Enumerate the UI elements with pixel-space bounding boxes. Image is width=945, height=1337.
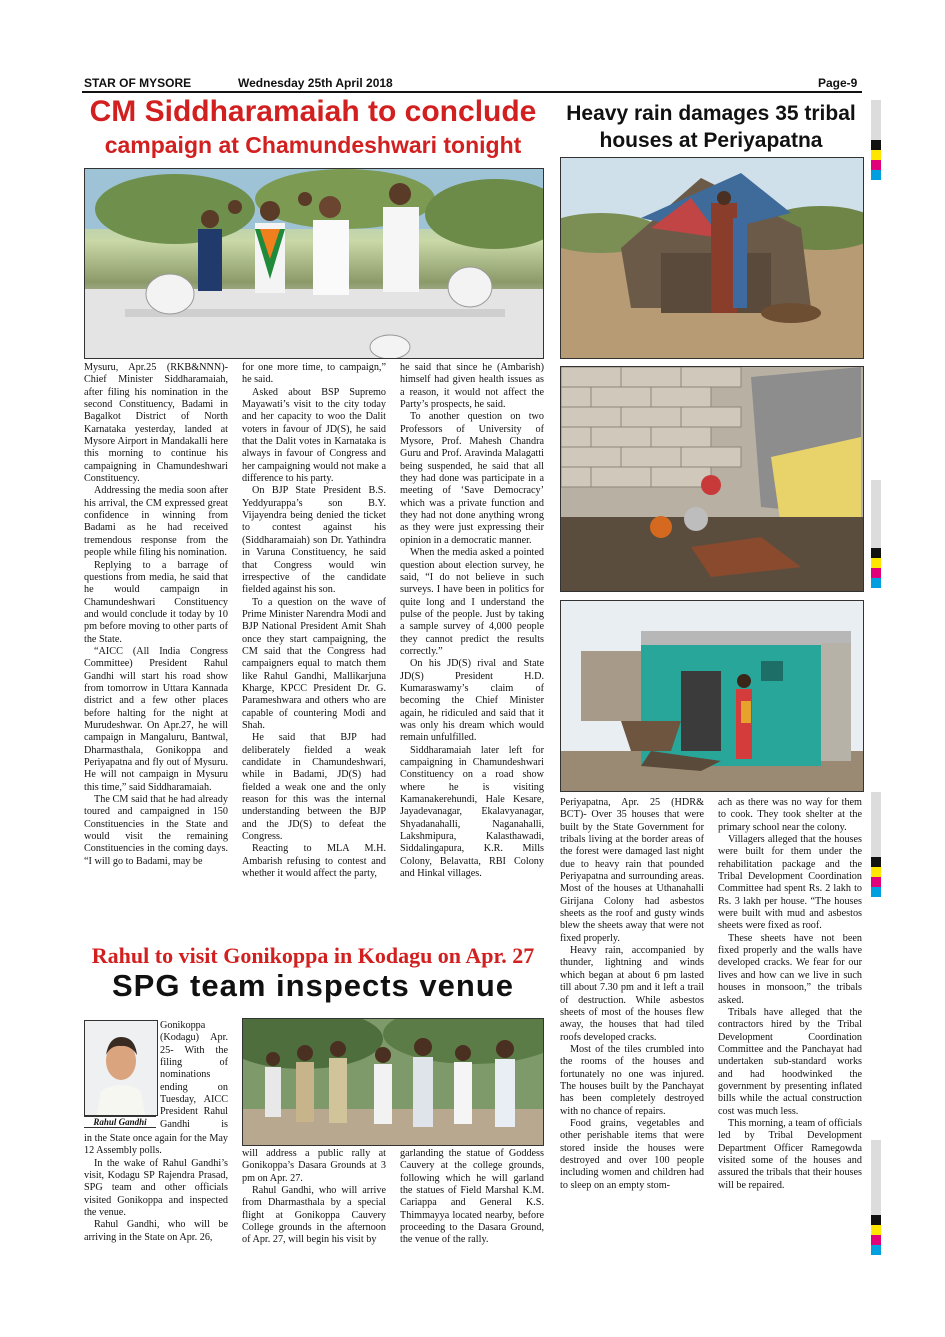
masthead-rule [82,91,862,93]
collapsed-wall-illustration [561,367,863,591]
story3-col1-para: in the State once again for the May 12 Assembly polls. [84,1133,228,1157]
story2-column-1 [560,797,704,1262]
story3-column-2 [242,1148,386,1262]
story1-col1-para: Addressing the media soon after his arrival, the CM expressed great confidence in winning from Badami as he had received tremendous response from the people while filing his nomination. [84,485,228,559]
story3-col2-para: Rahul Gandhi, who will arrive from Dharmasthala by a special flight at Gonikoppa Cauvery College grounds in the afternoon of Apr. 27, will begin his visit by [242,1185,386,1246]
story2-col1-para: Food grains, vegetables and other perishable items that were stored inside the houses were destroyed and over 100 people including women and children had to sleep on an empty stom- [560,1117,704,1191]
color-bar [871,857,881,897]
story2-col2-para: Villagers alleged that the houses were built for them under the rehabilitation package and the Tribal Development Coordination Committee had spent Rs. 2 lakh to Rs. 3 lakh per house. “The houses were built with mud and asbestos sheets were fixed as roof. [718,834,862,932]
issue-date: Wednesday 25th April 2018 [238,76,393,90]
story1-col1-para: “AICC (All India Congress Committee) President Rahul Gandhi will start his road show from tomorrow in Uttara Kannada district and a few other places before halting for the night at Murudeshwar. On Apr.27, he will campaign in Mangaluru, Bantwal, Dharmasthala, Gonikoppa and Periyapatna and fly out of Mysuru. He will not campaign in Mysuru this time,” said Siddharamaiah. [84,645,228,793]
story2-col2-para: This morning, a team of officials led by Tribal Development Department Officer Ramegowda visited some of the houses and assured the tribals that their houses will be repaired. [718,1117,862,1191]
paper-name: STAR OF MYSORE [84,76,192,90]
tribal-house-illustration [561,601,863,791]
story1-headline: CM Siddharamaiah to conclude [89,95,537,128]
story1-column-3 [400,362,544,940]
spg-team-photo [242,1018,544,1146]
story3-headline: SPG team inspects venue [111,968,515,1003]
color-bar [871,1215,881,1255]
cm-roadshow-photo [84,168,544,359]
cm-roadshow-illustration [85,169,543,358]
story1-col2-para: On BJP State President B.S. Yeddyurappa’s son B.Y. Vijayendra being denied the ticket to contest against his (Siddharamaiah) son Dr. Yathindra in Varuna Constituency, he said that Congress would win irrespective of the candidate fielded against his son. [242,485,386,596]
spg-team-illustration [243,1019,543,1145]
color-bar [871,140,881,180]
story2-column-2 [718,797,862,1262]
story1-col1-para: Mysuru, Apr.25 (RKB&NNN)- Chief Minister Siddharamaiah, after filing his nomination in the second Constituency, Badami in Bagalkot District of North Karnataka yesterday, landed at Mysore Airport in Mandakalli here this morning to continue his campaigning in Chamundeshwari Constituency. [84,362,228,485]
margin-strip [871,1140,881,1215]
story3-intro [160,1020,228,1132]
story1-column-1 [84,362,228,940]
story1-column-2 [242,362,386,940]
story2-col1-para: Heavy rain, accompanied by thunder, lightning and winds which began at about 6 pm lasted till about 7.30 pm and it left a trail of destruction. While asbestos sheets of most of the houses flew away, the houses that had tiled roofs developed cracks. [560,945,704,1043]
collapsed-wall-photo [560,366,864,592]
story2-col2-para: These sheets have not been fixed properly and the walls have developed cracks. We fear for our lives and how can we live in such houses in monsoon,” the tribals asked. [718,932,862,1006]
story1-col2-para: for one more time, to campaign,” he said. [242,362,386,386]
story1-col3-para: On his JD(S) rival and State JD(S) President H.D. Kumaraswamy’s claim of becoming the Chief Minister again, he ridiculed and said that it was only his dream which would remain unfulfilled. [400,658,544,744]
rahul-gandhi-portrait [84,1020,158,1116]
story1-col2-para: He said that BJP had deliberately fielded a weak candidate in Chamundeshwari, while in Badami, JD(S) had fielded a weak one and the only reason for this was the internal understanding between the BJP and the JD(S) to defeat the Congress. [242,732,386,843]
story1-col1-para: Replying to a barrage of questions from media, he said that he would campaign in Chamundeshwari Constituency and would conclude it today by 10 pm before moving to other parts of the State. [84,559,228,645]
page-number: Page-9 [818,76,858,90]
color-bar [871,548,881,588]
portrait-illustration [85,1021,157,1115]
margin-strip [871,792,881,857]
story3-col1-para: Rahul Gandhi, who will be arriving in the State on Apr. 26, [84,1219,228,1243]
story1-col3-para: When the media asked a pointed question about election survey, he said, “I do not believe in such surveys. I have been in politics for quite long and I understand the pulse of the people. Just by taking a sample survey of 4,000 people they cannot predict the results correctly.” [400,547,544,657]
story1-col2-para: Asked about BSP Supremo Mayawati’s visit to the city today and her capacity to woo the Dalit voters in favour of JD(S), he said that the Dalit votes in Karnataka is always in favour of Congress and her campaigning would not make a difference to his party. [242,386,386,485]
story3-col2-para: will address a public rally at Gonikoppa’s Dasara Grounds at 3 pm on Apr. 27. [242,1148,386,1184]
story3-kicker: Rahul to visit Gonikoppa in Kodagu on Apr. 27 [91,943,535,968]
story1-subheadline: campaign at Chamundeshwari tonight [104,132,522,158]
story1-col2-para: To a question on the wave of Prime Minister Narendra Modi and BJP National President Amit Shah once they start campaigning, the CM said that the Congress had campaigners equal to match them like Rahul Gandhi, Mallikarjuna Kharge, KPCC President Dr. G. Parameshwara and others who are capable of countering Modi and Shah. [242,596,386,731]
story3-col3-para: garlanding the statue of Goddess Cauvery at the college grounds, following which he will garland the statues of Field Marshal K.M. Cariappa and General K.S. Thimmayya located nearby, before proceeding to the Dasara Ground, the venue of the rally. [400,1148,544,1246]
story2-col1-para: Periyapatna, Apr. 25 (HDR& BCT)- Over 35 houses that were built by the State Government for tribals living at the border areas of the forest were damaged last night due to heavy rain that pounded Periyapatna and surrounding areas. Most of the houses at Uthanahalli Girijana Colony had asbestos sheets as the roof and gusty winds blew the sheets away that were not fixed properly. [560,797,704,944]
story3-column-3 [400,1148,544,1262]
story3-intro-para: Gonikoppa (Kodagu) Apr. 25- With the filing of nominations ending on Tuesday, AICC President Rahul Gandhi is [160,1020,228,1130]
portrait-caption: Rahul Gandhi [84,1116,156,1128]
story2-headline: Heavy rain damages 35 tribal houses at Periyapatna [566,102,856,152]
story1-col2-para: Reacting to MLA M.H. Ambarish refusing to contest and whether it would affect the party, [242,843,386,880]
damaged-hut-illustration [561,158,863,358]
tribal-house-photo [560,600,864,792]
story2-col2-para: ach as there was no way for them to cook. They took shelter at the primary school near the colony. [718,797,862,833]
story3-col1-para: In the wake of Rahul Gandhi’s visit, Kodagu SP Rajendra Prasad, SPG team and other officials visited Gonikoppa and inspected the venue. [84,1157,228,1219]
story1-col3-para: Siddharamaiah later left for campaigning in Chamundeshwari Constituency on a road show where he is visiting Kamanakerehundi, Hale Kesare, Jayadevanagar, Ekalavyanagar, Shyadanahalli, Naganahalli, Lakshmipura, Kalasthawadi, Siddalingapura, K.R. Mills Colony, Belavatta, RBI Colony and Hinkal villages. [400,744,544,880]
margin-strip [871,480,881,548]
damaged-hut-photo [560,157,864,359]
story3-column-1 [84,1133,228,1261]
story1-col1-para: The CM said that he had already toured and campaigned in 150 Constituencies in the State and would visit the remaining Constituencies in the coming days. “I will go to Badami, may be [84,794,228,867]
story2-col2-para: Tribals have alleged that the contractors hired by the Tribal Development Coordination Committee and the Panchayat had undertaken sub-standard works and had hoodwinked the government by presenting inflated bills while the actual construction cost was much less. [718,1006,862,1117]
margin-strip [871,100,881,140]
story1-col3-para: To another question on two Professors of University of Mysore, Prof. Mahesh Chandra Guru and Prof. Aravinda Malagatti being suspended, he said that all they had done was participate in a meeting of ‘Save Democracy’ which was a private function and they had not done anything wrong as they were just expressing their opinion in a democratic manner. [400,411,544,546]
story1-col3-para: he said that since he (Ambarish) himself had given health issues as a reason, it would not affect the Party’s prospects, he said. [400,362,544,411]
story2-col1-para: Most of the tiles crumbled into the rooms of the houses and fortunately no one was injured. The houses built by the Panchayat has been completely destroyed with no chance of repairs. [560,1043,704,1117]
